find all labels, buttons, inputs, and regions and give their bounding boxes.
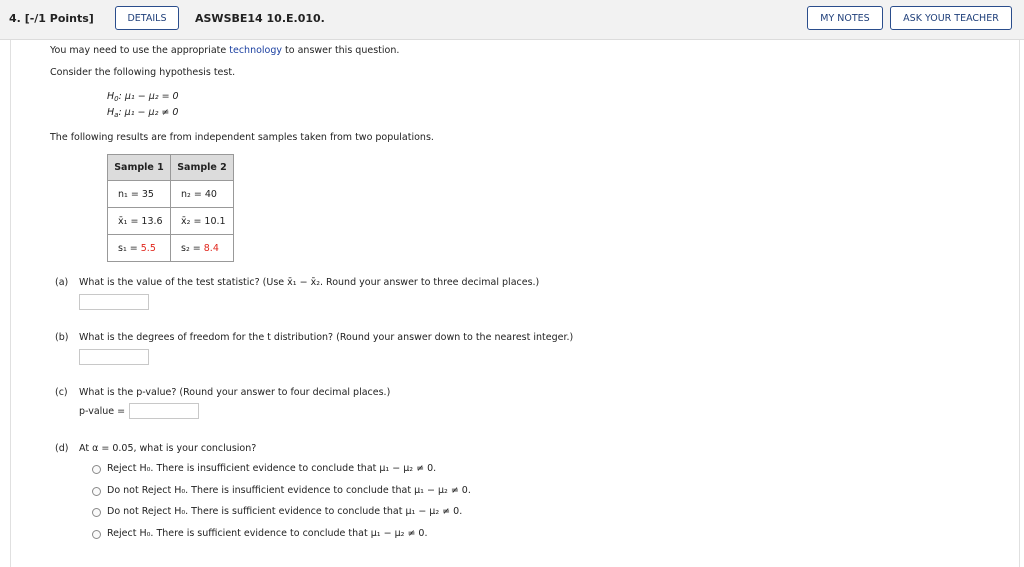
- alternative-hypothesis: $H_a$: μ₁ − μ₂ ≠ 0: [107, 107, 179, 119]
- n2-cell: n₂ = 40: [171, 181, 234, 208]
- question-id: ASWSBE14 10.E.010.: [195, 12, 325, 25]
- n1-cell: n₁ = 35: [108, 181, 171, 208]
- part-d-label: (d): [55, 443, 69, 454]
- p-value-input[interactable]: [129, 403, 199, 419]
- part-a-question: What is the value of the test statistic? (Use x̄₁ − x̄₂. Round your answer to three decimal places.): [79, 277, 540, 288]
- consider-text: Consider the following hypothesis test.: [50, 67, 236, 78]
- option-4-text[interactable]: Reject H₀. There is sufficient evidence to conclude that μ₁ − μ₂ ≠ 0.: [107, 528, 428, 539]
- option-2-radio[interactable]: [92, 487, 101, 496]
- option-1-radio[interactable]: [92, 465, 101, 474]
- part-c-label: (c): [55, 387, 68, 398]
- option-3-radio[interactable]: [92, 508, 101, 517]
- option-1-text[interactable]: Reject H₀. There is insufficient evidence to conclude that μ₁ − μ₂ ≠ 0.: [107, 463, 437, 474]
- question-number: 4. [-/1 Points]: [9, 12, 94, 25]
- sample-1-header: Sample 1: [108, 155, 171, 181]
- part-a-label: (a): [55, 277, 69, 288]
- part-d-question: At α = 0.05, what is your conclusion?: [79, 443, 257, 454]
- technology-link[interactable]: technology: [229, 45, 283, 56]
- test-statistic-input[interactable]: [79, 294, 149, 310]
- question-body: [10, 40, 1020, 567]
- question-header: [0, 0, 1024, 40]
- option-4-radio[interactable]: [92, 530, 101, 539]
- s2-value: 8.4: [203, 242, 219, 254]
- sample-2-header: Sample 2: [171, 155, 234, 181]
- points-label: [-/1 Points]: [24, 12, 94, 25]
- s1-cell: s₁ = 5.5: [108, 235, 171, 262]
- s2-cell: s₂ = 8.4: [171, 235, 234, 262]
- part-c-question: What is the p-value? (Round your answer to four decimal places.): [79, 387, 391, 398]
- details-button[interactable]: DETAILS: [115, 6, 179, 30]
- xbar1-cell: x̄₁ = 13.6: [108, 208, 171, 235]
- part-b-question: What is the degrees of freedom for the t distribution? (Round your answer down to the nearest integer.): [79, 332, 574, 343]
- results-intro: The following results are from independent samples taken from two populations.: [50, 132, 434, 143]
- xbar2-cell: x̄₂ = 10.1: [171, 208, 234, 235]
- s1-value: 5.5: [140, 242, 156, 254]
- option-2-text[interactable]: Do not Reject H₀. There is insufficient evidence to conclude that μ₁ − μ₂ ≠ 0.: [107, 485, 471, 496]
- sample-table: [107, 154, 234, 262]
- option-3-text[interactable]: Do not Reject H₀. There is sufficient evidence to conclude that μ₁ − μ₂ ≠ 0.: [107, 506, 463, 517]
- p-value-label: p-value =: [79, 406, 126, 417]
- null-hypothesis: $H_0$: μ₁ − μ₂ = 0: [107, 91, 179, 103]
- technology-note: You may need to use the appropriate technology to answer this question.: [50, 45, 400, 56]
- ask-your-teacher-button[interactable]: ASK YOUR TEACHER: [890, 6, 1012, 30]
- my-notes-button[interactable]: MY NOTES: [807, 6, 883, 30]
- part-b-label: (b): [55, 332, 69, 343]
- degrees-of-freedom-input[interactable]: [79, 349, 149, 365]
